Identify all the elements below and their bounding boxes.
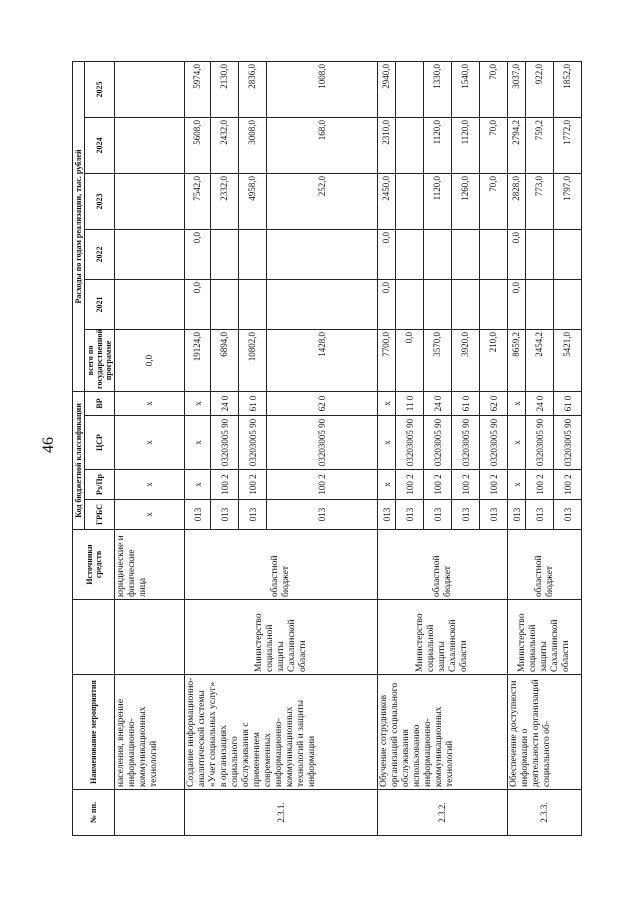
cell-2022 [267, 229, 378, 279]
cell-csr: х [115, 416, 185, 470]
cell-total: 19124,0 [185, 329, 211, 391]
cell-2025: 1330,0 [424, 61, 452, 117]
cell-2025: 3037,0 [508, 61, 526, 117]
cell-2022: 0,0 [378, 229, 396, 279]
header-2022: 2022 [85, 229, 115, 279]
cell-2025 [115, 61, 185, 117]
cell-2022 [452, 229, 480, 279]
cell-2025: 2130,0 [211, 61, 239, 117]
cell-2022 [115, 229, 185, 279]
cell-2024: 1120,0 [452, 117, 480, 173]
cell-vr: х [185, 391, 211, 415]
cell-vr: 62 0 [267, 391, 378, 415]
cell-2021 [526, 279, 554, 329]
cell-csr: 03203005 90 [267, 416, 378, 470]
cell-2021: 0,0 [378, 279, 396, 329]
cell-grbs: 013 [396, 500, 424, 530]
cell-csr: 03203005 90 [452, 416, 480, 470]
cell-2023: 2828,0 [508, 173, 526, 229]
cell-2025: 70,0 [480, 61, 508, 117]
budget-table [72, 61, 582, 836]
cell-vr: 24 0 [424, 391, 452, 415]
cell-rzpr: 100 2 [526, 470, 554, 500]
cell-grbs: 013 [378, 500, 396, 530]
cell-2023: 7542,0 [185, 173, 211, 229]
cell-2023: 4958,0 [239, 173, 267, 229]
cell-executor: Министерство социальной защиты Сахалинской области [508, 600, 582, 675]
cell-total: 6894,0 [211, 329, 239, 391]
cell-2025: 2940,0 [378, 61, 396, 117]
cell-csr: 03203005 90 [526, 416, 554, 470]
cell-grbs: 013 [508, 500, 526, 530]
cell-vr: 61 0 [239, 391, 267, 415]
cell-2022: 0,0 [508, 229, 526, 279]
cell-2021 [452, 279, 480, 329]
cell-csr: х [508, 416, 526, 470]
cell-source: областной бюджет [508, 530, 582, 600]
cell-source: областной бюджет [378, 530, 508, 600]
header-row-1 [73, 61, 85, 835]
cell-grbs: 013 [424, 500, 452, 530]
cell-2024: 1120,0 [424, 117, 452, 173]
header-grbs: ГРБС [85, 500, 115, 530]
cell-vr: 62 0 [480, 391, 508, 415]
cell-executor [115, 600, 185, 675]
cell-2025: 922,0 [526, 61, 554, 117]
cell-vr: х [115, 391, 185, 415]
cell-2021 [267, 279, 378, 329]
cell-2025: 5974,0 [185, 61, 211, 117]
cell-no: 2.3.3. [508, 790, 582, 836]
cell-total: 7700,0 [378, 329, 396, 391]
cell-2025: 2836,0 [239, 61, 267, 117]
header-budget-group: Код бюджетной классификации [73, 391, 85, 529]
cell-2023: 2332,0 [211, 173, 239, 229]
cell-2022 [239, 229, 267, 279]
cell-2022 [554, 229, 582, 279]
cell-total: 1428,0 [267, 329, 378, 391]
cell-csr: х [185, 416, 211, 470]
cell-2021 [554, 279, 582, 329]
cell-grbs: х [115, 500, 185, 530]
cell-total: 0,0 [115, 329, 185, 391]
header-expense-group: Расходы по годам реализации, тыс. рублей [73, 61, 85, 391]
cell-rzpr: х [378, 470, 396, 500]
header-2025: 2025 [85, 61, 115, 117]
cell-total: 0,0 [396, 329, 424, 391]
cell-2022 [211, 229, 239, 279]
cell-2021 [115, 279, 185, 329]
cell-rzpr: 100 2 [239, 470, 267, 500]
cell-2024: 2432,0 [211, 117, 239, 173]
header-2021: 2021 [85, 279, 115, 329]
cell-csr: 03203005 90 [211, 416, 239, 470]
cell-total: 5421,0 [554, 329, 582, 391]
cell-2025: 1540,0 [452, 61, 480, 117]
cell-no [115, 790, 185, 836]
cell-no: 2.3.1. [185, 790, 378, 836]
cell-rzpr: 100 2 [211, 470, 239, 500]
cell-2024: 2794,2 [508, 117, 526, 173]
cell-csr: х [378, 416, 396, 470]
cell-2022 [396, 229, 424, 279]
cell-2023: 1797,0 [554, 173, 582, 229]
cell-rzpr: х [115, 470, 185, 500]
cell-csr: 03203005 90 [554, 416, 582, 470]
cell-2021 [211, 279, 239, 329]
cell-2023 [115, 173, 185, 229]
cell-2022 [526, 229, 554, 279]
cell-total: 8659,2 [508, 329, 526, 391]
cell-no: 2.3.2. [378, 790, 508, 836]
cell-source: юридические и физические лица [115, 530, 185, 600]
cell-2024: 759,2 [526, 117, 554, 173]
header-2023: 2023 [85, 173, 115, 229]
cell-executor: Министерство социальной защиты Сахалинской области [185, 600, 378, 675]
header-name: Наименование мероприятия [73, 675, 115, 790]
cell-2024 [115, 117, 185, 173]
cell-executor: Министерство социальной защиты Сахалинской области [378, 600, 508, 675]
cell-2022 [480, 229, 508, 279]
cell-name: Обеспечение доступности информации о деятельности организаций социального об- [508, 675, 582, 790]
cell-name: Обучение сотрудников организаций социального обслуживания использованию информационно-коммуникационных технологий [378, 675, 508, 790]
cell-total: 3920,0 [452, 329, 480, 391]
cell-2024: 168,0 [267, 117, 378, 173]
cell-csr: 03203005 90 [239, 416, 267, 470]
cell-total: 210,0 [480, 329, 508, 391]
cell-2024 [396, 117, 424, 173]
cell-2023: 252,0 [267, 173, 378, 229]
header-2024: 2024 [85, 117, 115, 173]
cell-grbs: 013 [239, 500, 267, 530]
cell-2021 [480, 279, 508, 329]
cell-2021 [424, 279, 452, 329]
header-source: Источники средств [73, 530, 115, 600]
cell-total: 10802,0 [239, 329, 267, 391]
header-rzpr: Рз/Пр [85, 470, 115, 500]
cell-rzpr: х [508, 470, 526, 500]
cell-2024: 5608,0 [185, 117, 211, 173]
cell-csr: 03203005 90 [480, 416, 508, 470]
cell-rzpr: 100 2 [480, 470, 508, 500]
cell-total: 3570,0 [424, 329, 452, 391]
table-row [508, 61, 526, 835]
cell-grbs: 013 [211, 500, 239, 530]
cell-2023: 2450,0 [378, 173, 396, 229]
header-executor [73, 600, 115, 675]
cell-2024: 2310,0 [378, 117, 396, 173]
table-row [185, 61, 211, 835]
table-row [378, 61, 396, 835]
cell-2021: 0,0 [185, 279, 211, 329]
cell-vr: 24 0 [526, 391, 554, 415]
header-vr: ВР [85, 391, 115, 415]
cell-2025: 1008,0 [267, 61, 378, 117]
rotated-table-container [72, 62, 605, 836]
cell-source: областной бюджет [185, 530, 378, 600]
cell-name: населения, внедрение информационно-коммуникационных технологий [115, 675, 185, 790]
cell-grbs: 013 [526, 500, 554, 530]
cell-grbs: 013 [480, 500, 508, 530]
cell-grbs: 013 [185, 500, 211, 530]
cell-vr: 24 0 [211, 391, 239, 415]
cell-2025 [396, 61, 424, 117]
page-number: 46 [40, 437, 57, 453]
cell-rzpr: 100 2 [554, 470, 582, 500]
cell-grbs: 013 [267, 500, 378, 530]
cell-csr: 03203005 90 [424, 416, 452, 470]
cell-rzpr: х [185, 470, 211, 500]
cell-grbs: 013 [554, 500, 582, 530]
cell-2023 [396, 173, 424, 229]
cell-rzpr: 100 2 [267, 470, 378, 500]
cell-2021 [396, 279, 424, 329]
cell-2025: 1852,0 [554, 61, 582, 117]
cell-2023: 1260,0 [452, 173, 480, 229]
cell-vr: х [378, 391, 396, 415]
table-row [115, 61, 185, 835]
header-total: всего по государственной программе [85, 329, 115, 391]
cell-2024: 3008,0 [239, 117, 267, 173]
cell-2023: 70,0 [480, 173, 508, 229]
header-csr: ЦСР [85, 416, 115, 470]
cell-2023: 773,0 [526, 173, 554, 229]
cell-2024: 70,0 [480, 117, 508, 173]
cell-csr: 03203005 90 [396, 416, 424, 470]
cell-vr: 61 0 [452, 391, 480, 415]
header-no: № пп. [73, 790, 115, 836]
cell-rzpr: 100 2 [396, 470, 424, 500]
cell-2021 [239, 279, 267, 329]
cell-rzpr: 100 2 [424, 470, 452, 500]
cell-name: Создание информационно-аналитической системы «Учет социальных услуг» в организациях социального обслуживания с применением современных информационно-коммуникационных технологий и защиты информации [185, 675, 378, 790]
cell-rzpr: 100 2 [452, 470, 480, 500]
cell-vr: 61 0 [554, 391, 582, 415]
cell-total: 2454,2 [526, 329, 554, 391]
cell-vr: 11 0 [396, 391, 424, 415]
cell-2022 [424, 229, 452, 279]
cell-2022: 0,0 [185, 229, 211, 279]
cell-2023: 1120,0 [424, 173, 452, 229]
cell-2021: 0,0 [508, 279, 526, 329]
cell-grbs: 013 [452, 500, 480, 530]
cell-2024: 1772,0 [554, 117, 582, 173]
cell-vr: х [508, 391, 526, 415]
